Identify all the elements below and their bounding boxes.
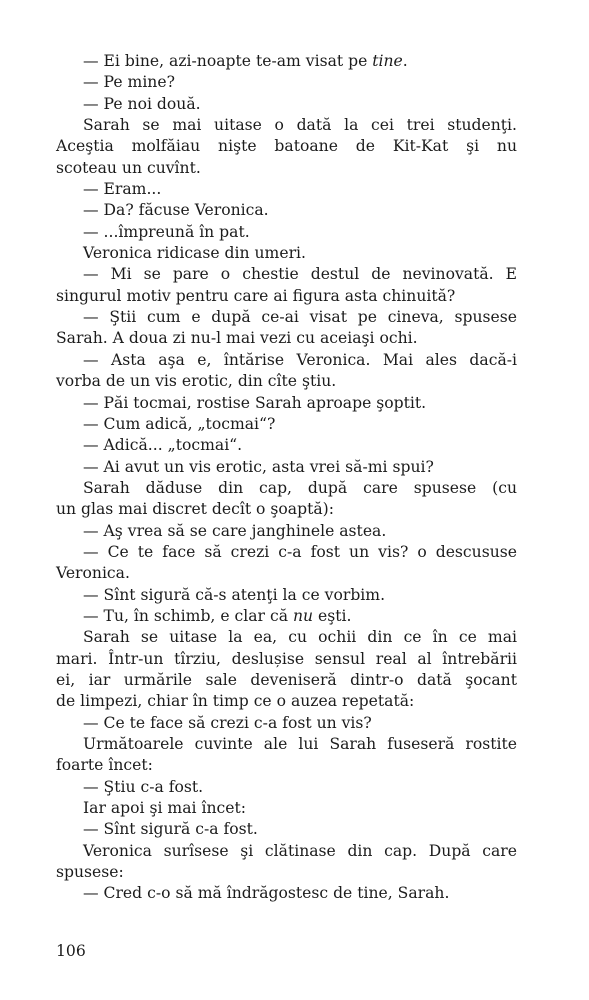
paragraph — [56, 51, 517, 72]
text-run: Sarah se uitase la ea, cu ochii din ce în ce mai — [83, 628, 517, 647]
paragraph — [56, 798, 517, 819]
paragraph — [56, 819, 517, 840]
text-run: de limpezi, chiar în timp ce o auzea repetată: — [56, 692, 415, 711]
text-line — [56, 478, 517, 499]
paragraph — [56, 627, 517, 712]
text-run: . — [402, 52, 408, 70]
text-run: — Eram... — [83, 180, 162, 199]
text-run: — Da? făcuse Veronica. — [83, 201, 269, 220]
text-run: — Pe mine? — [83, 73, 175, 92]
text-run: — Asta aşa e, întărise Veronica. Mai ales dacă-i — [83, 350, 517, 369]
paragraph — [56, 350, 517, 393]
text-line — [56, 734, 517, 755]
text-line — [56, 798, 517, 819]
text-line — [56, 777, 517, 798]
paragraph — [56, 606, 517, 627]
text-line — [56, 222, 517, 243]
text-run: un glas mai discret decît o şoaptă): — [56, 500, 334, 519]
text-run: foarte încet: — [56, 756, 153, 775]
text-line — [56, 542, 517, 563]
text-line — [56, 72, 517, 93]
text-line — [56, 713, 517, 734]
paragraph — [56, 713, 517, 734]
text-line — [56, 136, 517, 157]
text-line — [56, 371, 517, 392]
text-run: Veronica surîsese şi clătinase din cap. După care — [83, 841, 517, 860]
text-run: — Cum adică, „tocmai“? — [83, 414, 276, 433]
text-line — [56, 841, 517, 862]
text-run: ei, iar urmările sale deveniseră dintr-o dată şocant — [56, 670, 517, 689]
text-run: vorba de un vis erotic, din cîte ştiu. — [56, 372, 337, 391]
text-run: — Cred c-o să mă îndrăgostesc de tine, Sarah. — [83, 884, 450, 903]
paragraph — [56, 585, 517, 606]
text-run: Veronica. — [56, 564, 130, 583]
text-line — [56, 819, 517, 840]
text-line — [56, 883, 517, 904]
paragraph — [56, 841, 517, 884]
text-run: — Păi tocmai, rostise Sarah aproape şoptit. — [83, 393, 427, 412]
text-run: — Tu, în schimb, e clar că — [83, 606, 293, 625]
text-run: — Sînt sigură c-a fost. — [83, 820, 258, 839]
text-run: — Adică... „tocmai“. — [83, 436, 243, 455]
text-run: — Ce te face să crezi c-a fost un vis? o descususe — [83, 542, 517, 561]
paragraph — [56, 200, 517, 221]
text-run: Veronica ridicase din umeri. — [83, 244, 306, 263]
text-run: Următoarele cuvinte ale lui Sarah fuseseră rostite — [83, 735, 517, 753]
paragraph — [56, 115, 517, 179]
italic-word: tine — [372, 52, 403, 70]
paragraph — [56, 457, 517, 478]
paragraph — [56, 435, 517, 456]
text-line — [56, 115, 517, 136]
text-line — [56, 414, 517, 435]
paragraph — [56, 222, 517, 243]
text-line — [56, 521, 517, 542]
text-run: spusese: — [56, 863, 124, 882]
text-line — [56, 200, 517, 221]
text-line — [56, 350, 517, 371]
text-line — [56, 691, 517, 712]
page-body-text — [56, 51, 517, 905]
paragraph — [56, 393, 517, 414]
paragraph — [56, 94, 517, 115]
paragraph — [56, 478, 517, 521]
text-run: — ...împreună în pat. — [83, 222, 250, 241]
text-run: eşti. — [313, 606, 352, 625]
page-number: 106 — [56, 942, 86, 960]
text-line — [56, 457, 517, 478]
text-run: Iar apoi şi mai încet: — [83, 799, 246, 818]
text-line — [56, 755, 517, 776]
text-run: mari. Într-un tîrziu, deslușise sensul real al întrebării — [56, 649, 517, 668]
paragraph — [56, 72, 517, 93]
text-run: scoteau un cuvînt. — [56, 158, 201, 177]
text-run: — Ce te face să crezi c-a fost un vis? — [83, 713, 372, 732]
text-line — [56, 862, 517, 883]
text-line — [56, 286, 517, 307]
text-line — [56, 606, 517, 627]
text-run: — Pe noi două. — [83, 94, 201, 113]
text-run: — Mi se pare o chestie destul de nevinovată. E — [83, 265, 517, 284]
text-line — [56, 649, 517, 670]
text-run: — Aş vrea să se care janghinele astea. — [83, 521, 387, 540]
text-line — [56, 179, 517, 200]
text-run: Sarah. A doua zi nu-l mai vezi cu aceiaşi ochi. — [56, 329, 418, 348]
paragraph — [56, 883, 517, 904]
text-run: Aceştia molfăiau nişte batoane de Kit-Kat şi nu — [56, 137, 517, 156]
text-line — [56, 158, 517, 179]
text-run: singurul motiv pentru care ai figura asta chinuită? — [56, 286, 456, 305]
paragraph — [56, 777, 517, 798]
paragraph — [56, 179, 517, 200]
text-line — [56, 328, 517, 349]
text-line — [56, 307, 517, 328]
paragraph — [56, 264, 517, 307]
text-run: — Sînt sigură că-s atenţi la ce vorbim. — [83, 585, 386, 604]
text-line — [56, 435, 517, 456]
text-line — [56, 393, 517, 414]
text-line — [56, 627, 517, 648]
text-run: Sarah dăduse din cap, după care spusese (cu — [83, 478, 517, 497]
italic-word: nu — [292, 606, 314, 625]
text-line — [56, 670, 517, 691]
text-line — [56, 264, 517, 285]
paragraph — [56, 414, 517, 435]
text-line — [56, 94, 517, 115]
text-run: — Ei bine, azi-noapte te-am visat pe — [83, 52, 373, 70]
paragraph — [56, 243, 517, 264]
text-line — [56, 585, 517, 606]
text-run: — Ai avut un vis erotic, asta vrei să-mi spui? — [83, 457, 434, 476]
text-line — [56, 563, 517, 584]
text-line — [56, 243, 517, 264]
text-run: Sarah se mai uitase o dată la cei trei studenţi. — [83, 116, 517, 135]
paragraph — [56, 307, 517, 350]
paragraph — [56, 542, 517, 585]
text-line — [56, 499, 517, 520]
paragraph — [56, 521, 517, 542]
paragraph — [56, 734, 517, 777]
text-run: — Ştiu c-a fost. — [83, 777, 204, 796]
text-line — [56, 51, 517, 72]
text-run: — Ştii cum e după ce-ai visat pe cineva, spusese — [83, 308, 517, 327]
